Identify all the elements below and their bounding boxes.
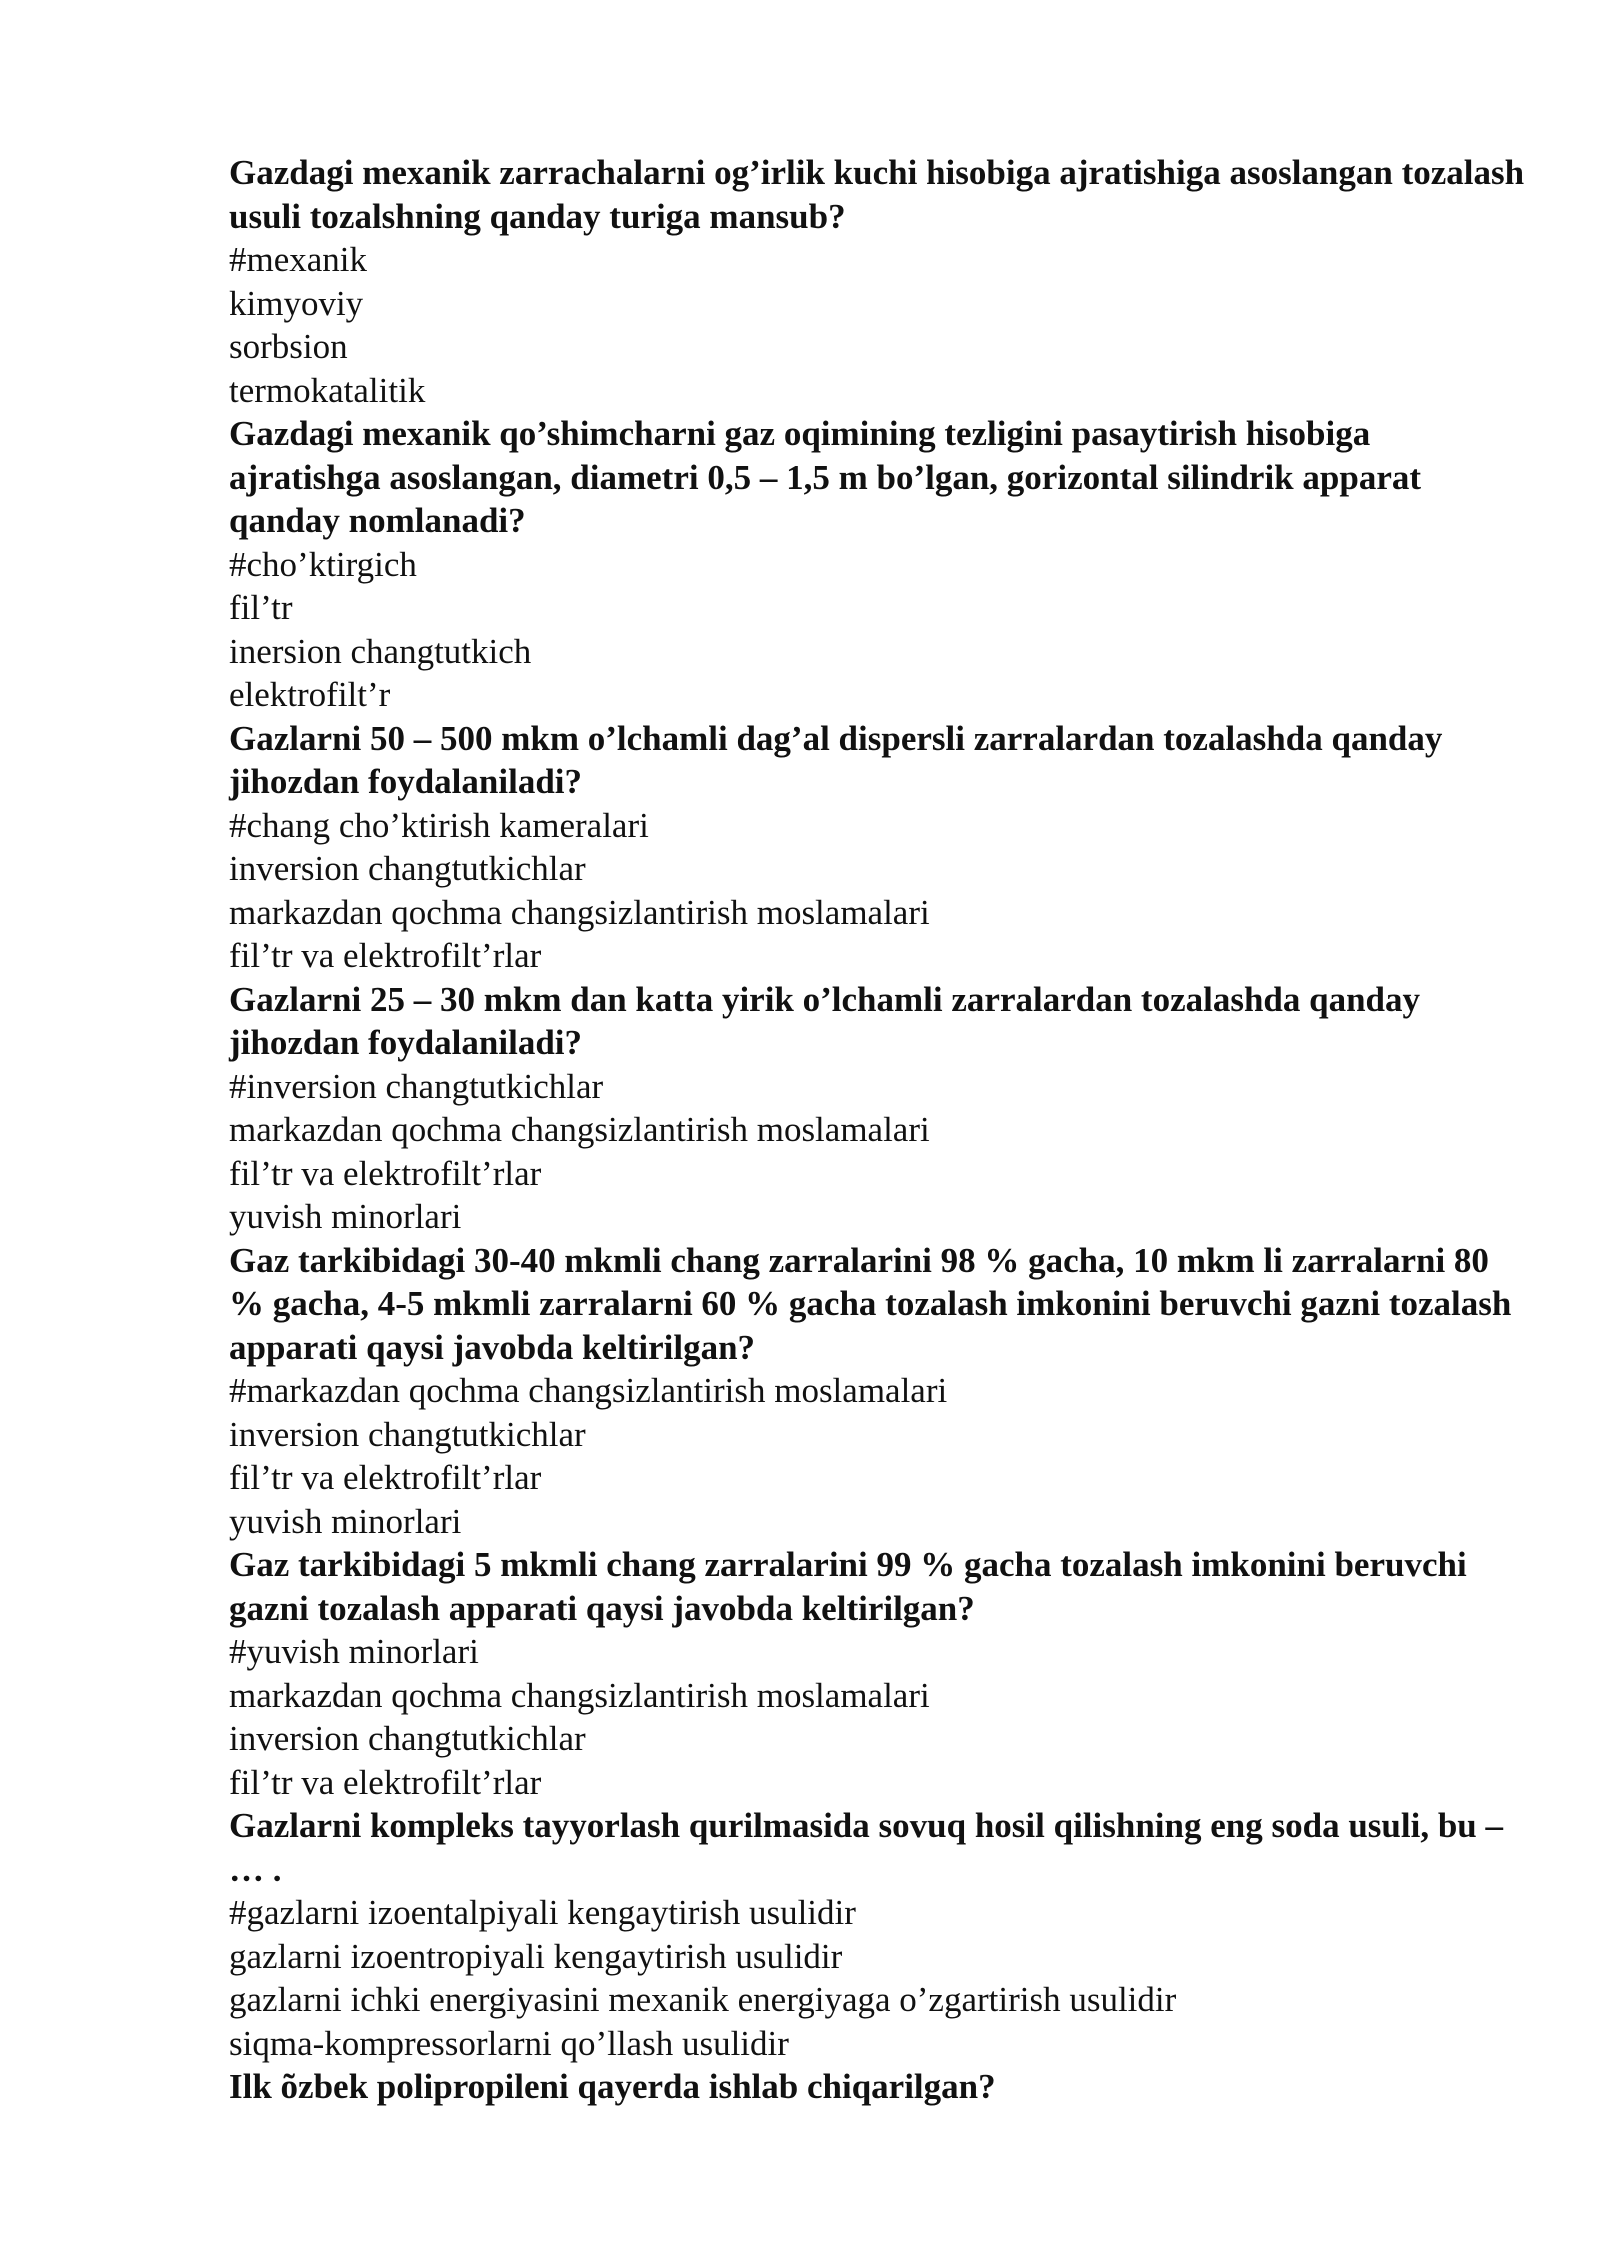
answer-option: markazdan qochma changsizlantirish moslamalari bbox=[229, 892, 930, 932]
answer-options bbox=[229, 1891, 1529, 2065]
answer-options bbox=[229, 804, 1529, 978]
answer-options bbox=[229, 1630, 1529, 1804]
question-text: Gazlarni 25 – 30 mkm dan katta yirik o’lchamli zarralardan tozalashda qanday jihozdan foydalaniladi? bbox=[229, 979, 1421, 1062]
answer-option-correct: #yuvish minorlari bbox=[229, 1632, 479, 1671]
answer-options bbox=[229, 238, 1529, 412]
answer-option: gazlarni izoentropiyali kengaytirish usulidir bbox=[229, 1936, 843, 1976]
answer-option: yuvish minorlari bbox=[229, 1501, 462, 1541]
question-block bbox=[229, 151, 1529, 412]
answer-option: markazdan qochma changsizlantirish moslamalari bbox=[229, 1675, 930, 1715]
answer-option: elektrofilt’r bbox=[229, 675, 391, 714]
answer-option: inversion changtutkichlar bbox=[229, 1719, 586, 1758]
answer-option: sorbsion bbox=[229, 327, 348, 366]
question-text: Gazlarni kompleks tayyorlash qurilmasida sovuq hosil qilishning eng soda usuli, bu – … . bbox=[229, 1806, 1503, 1889]
answer-option: termokatalitik bbox=[229, 370, 426, 410]
question-text: Gazlarni 50 – 500 mkm o’lchamli dag’al dispersli zarralardan tozalashda qanday jihozdan foydalaniladi? bbox=[229, 718, 1443, 801]
answer-option: siqma-kompressorlarni qo’llash usulidir bbox=[229, 2023, 789, 2063]
question-block bbox=[229, 412, 1529, 717]
question-text: Ilk õzbek polipropileni qayerda ishlab chiqarilgan? bbox=[229, 2067, 996, 2106]
answer-option: inversion changtutkichlar bbox=[229, 1414, 586, 1454]
answer-option: fil’tr va elektrofilt’rlar bbox=[229, 1153, 542, 1193]
answer-option: fil’tr va elektrofilt’rlar bbox=[229, 1762, 542, 1802]
answer-option-correct: #gazlarni izoentalpiyali kengaytirish usulidir bbox=[229, 1893, 856, 1932]
answer-option-correct: #cho’ktirgich bbox=[229, 544, 417, 584]
question-block bbox=[229, 1543, 1529, 1804]
answer-option-correct: #inversion changtutkichlar bbox=[229, 1066, 604, 1106]
answer-options bbox=[229, 543, 1529, 717]
question-block bbox=[229, 1804, 1529, 2065]
answer-option: inversion changtutkichlar bbox=[229, 849, 586, 888]
question-block bbox=[229, 2065, 1529, 2109]
answer-option: kimyoviy bbox=[229, 283, 364, 323]
answer-options bbox=[229, 1369, 1529, 1543]
question-block bbox=[229, 1239, 1529, 1544]
quiz-content bbox=[229, 151, 1529, 2109]
question-text: Gazdagi mexanik zarrachalarni og’irlik kuchi hisobiga ajratishiga asoslangan tozalash usuli tozalshning qanday turiga mansub? bbox=[229, 153, 1525, 236]
question-text: Gaz tarkibidagi 30-40 mkmli chang zarralarini 98 % gacha, 10 mkm li zarralarni 80 % gacha, 4-5 mkmli zarralarni 60 % gacha tozalash imkonini beruvchi gazni tozalash apparati qaysi javobda keltirilgan? bbox=[229, 1240, 1512, 1367]
answer-option: markazdan qochma changsizlantirish moslamalari bbox=[229, 1110, 930, 1149]
question-text: Gaz tarkibidagi 5 mkmli chang zarralarini 99 % gacha tozalash imkonini beruvchi gazni tozalash apparati qaysi javobda keltirilgan? bbox=[229, 1545, 1467, 1628]
question-text: Gazdagi mexanik qo’shimcharni gaz oqimining tezligini pasaytirish hisobiga ajratishga asoslangan, diametri 0,5 – 1,5 m bo’lgan, gorizontal silindrik apparat qanday nomlanadi? bbox=[229, 414, 1422, 540]
answer-option: fil’tr bbox=[229, 588, 293, 627]
question-block bbox=[229, 717, 1529, 978]
answer-options bbox=[229, 1065, 1529, 1239]
answer-option-correct: #chang cho’ktirish kameralari bbox=[229, 805, 649, 845]
answer-option: yuvish minorlari bbox=[229, 1197, 462, 1236]
answer-option: inersion changtutkich bbox=[229, 631, 532, 671]
question-block bbox=[229, 978, 1529, 1239]
answer-option: fil’tr va elektrofilt’rlar bbox=[229, 1458, 542, 1497]
answer-option: gazlarni ichki energiyasini mexanik energiyaga o’zgartirish usulidir bbox=[229, 1980, 1177, 2019]
answer-option: fil’tr va elektrofilt’rlar bbox=[229, 936, 542, 975]
answer-option-correct: #markazdan qochma changsizlantirish moslamalari bbox=[229, 1371, 948, 1410]
answer-option-correct: #mexanik bbox=[229, 240, 368, 279]
